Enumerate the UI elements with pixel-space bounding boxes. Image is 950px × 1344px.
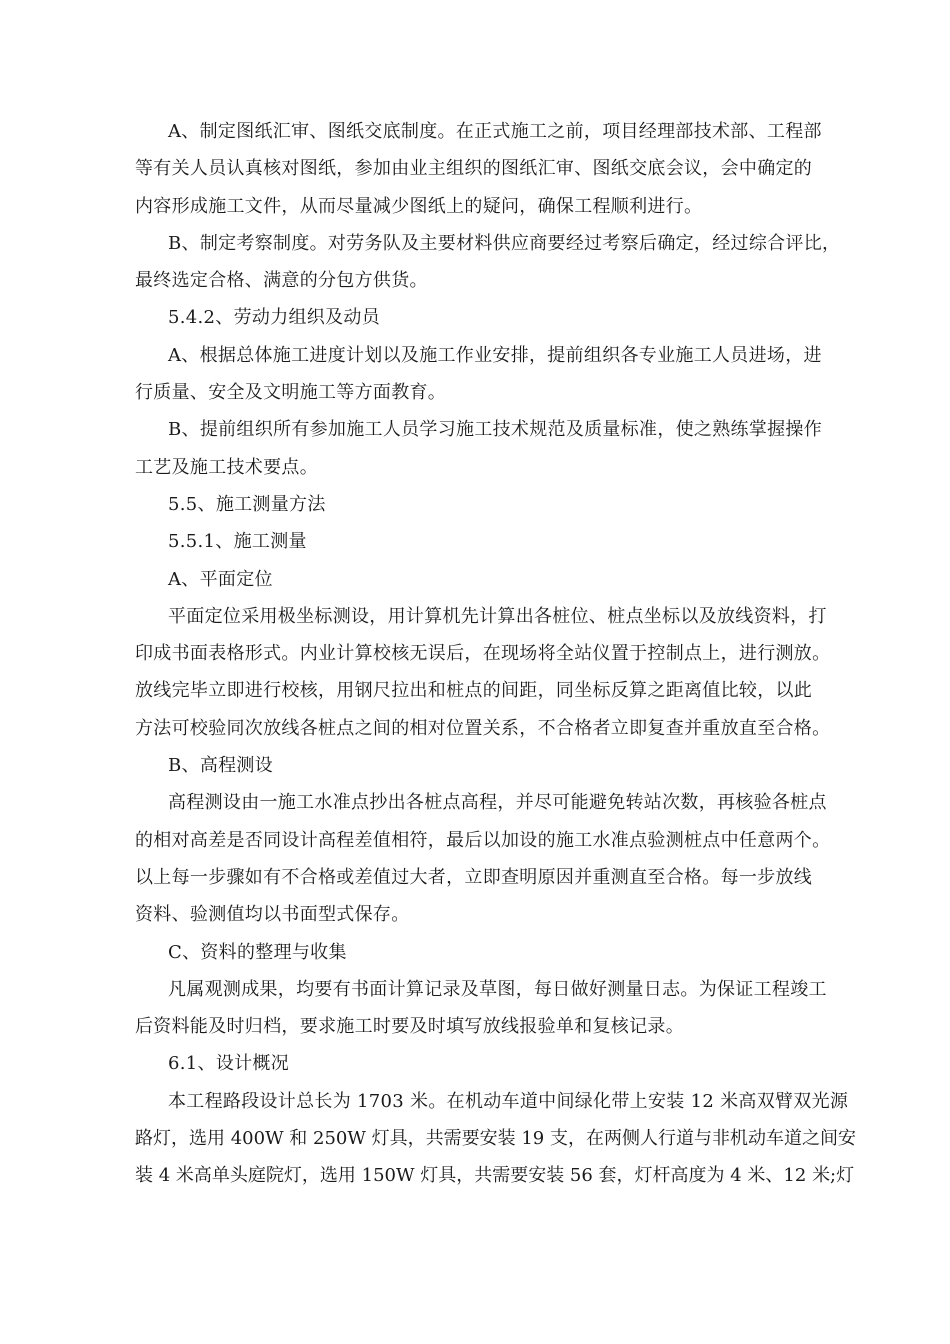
text-line: 6.1、设计概况 <box>168 1053 290 1075</box>
text-line: 后资料能及时归档，要求施工时要及时填写放线报验单和复核记录。 <box>135 1016 684 1038</box>
text-line: 5.5、施工测量方法 <box>168 493 326 515</box>
text-line: 以上每一步骤如有不合格或差值过大者，立即查明原因并重测直至合格。每一步放线 <box>135 866 813 888</box>
paragraph-p13 <box>135 971 860 1046</box>
paragraph-p14 <box>135 1045 860 1082</box>
text-line: B、制定考察制度。对劳务队及主要材料供应商要经过考察后确定，经过综合评比， <box>168 232 841 254</box>
paragraph-p4 <box>135 337 860 412</box>
text-line: 工艺及施工技术要点。 <box>135 456 318 478</box>
text-line: A、制定图纸汇审、图纸交底制度。在正式施工之前，项目经理部技术部、工程部 <box>168 121 822 142</box>
text-line: 方法可校验同次放线各桩点之间的相对位置关系，不合格者立即复查并重放直至合格。 <box>135 717 831 739</box>
text-line: 5.5.1、施工测量 <box>168 531 307 553</box>
text-line: 印成书面表格形式。内业计算校核无误后，在现场将全站仪置于控制点上，进行测放。 <box>135 643 831 665</box>
text-line: 的相对高差是否同设计高程差值相符，最后以加设的施工水准点验测桩点中任意两个。 <box>135 829 831 851</box>
paragraph-p10 <box>135 747 860 784</box>
text-line: 资料、验测值均以书面型式保存。 <box>135 904 410 926</box>
text-line: A、平面定位 <box>168 568 273 590</box>
paragraph-p8 <box>135 561 860 598</box>
text-line: 内容形成施工文件，从而尽量减少图纸上的疑问，确保工程顺利进行。 <box>135 195 703 217</box>
text-line: 高程测设由一施工水准点抄出各桩点高程，并尽可能避免转站次数，再核验各桩点 <box>168 792 827 814</box>
text-line: 最终选定合格、满意的分包方供货。 <box>135 270 428 292</box>
text-line: 行质量、安全及文明施工等方面教育。 <box>135 382 447 404</box>
paragraph-p7 <box>135 523 860 560</box>
paragraph-p11 <box>135 784 860 933</box>
paragraph-p15 <box>135 1083 860 1195</box>
text-line: B、高程测设 <box>168 755 274 777</box>
paragraph-p2 <box>135 225 860 300</box>
text-line: 平面定位采用极坐标测设，用计算机先计算出各桩位、桩点坐标以及放线资料，打 <box>168 605 827 627</box>
text-line: 放线完毕立即进行校核，用钢尺拉出和桩点的间距，同坐标反算之距离值比较，以此 <box>135 680 813 702</box>
paragraph-p6 <box>135 486 860 523</box>
document-body <box>135 113 860 1195</box>
text-line: 路灯，选用 400W 和 250W 灯具，共需要安装 19 支，在两侧人行道与非机动车道之间安 <box>135 1128 856 1150</box>
paragraph-p5 <box>135 411 860 486</box>
text-line: 等有关人员认真核对图纸，参加由业主组织的图纸汇审、图纸交底会议，会中确定的 <box>135 158 813 180</box>
text-line: 5.4.2、劳动力组织及动员 <box>168 307 380 329</box>
text-line: A、根据总体施工进度计划以及施工作业安排，提前组织各专业施工人员进场，进 <box>168 344 822 366</box>
paragraph-p3 <box>135 299 860 336</box>
text-line: 装 4 米高单头庭院灯，选用 150W 灯具，共需要安装 56 套，灯杆高度为 4 米、12 米;灯 <box>135 1165 855 1187</box>
text-line: 凡属观测成果，均要有书面计算记录及草图，每日做好测量日志。为保证工程竣工 <box>168 978 827 1000</box>
paragraph-p9 <box>135 598 860 747</box>
paragraph-p1 <box>135 113 860 225</box>
text-line: C、资料的整理与收集 <box>168 941 347 963</box>
text-line: B、提前组织所有参加施工人员学习施工技术规范及质量标准，使之熟练掌握操作 <box>168 419 823 441</box>
paragraph-p12 <box>135 934 860 971</box>
text-line: 本工程路段设计总长为 1703 米。在机动车道中间绿化带上安装 12 米高双臂双光源 <box>168 1090 849 1112</box>
